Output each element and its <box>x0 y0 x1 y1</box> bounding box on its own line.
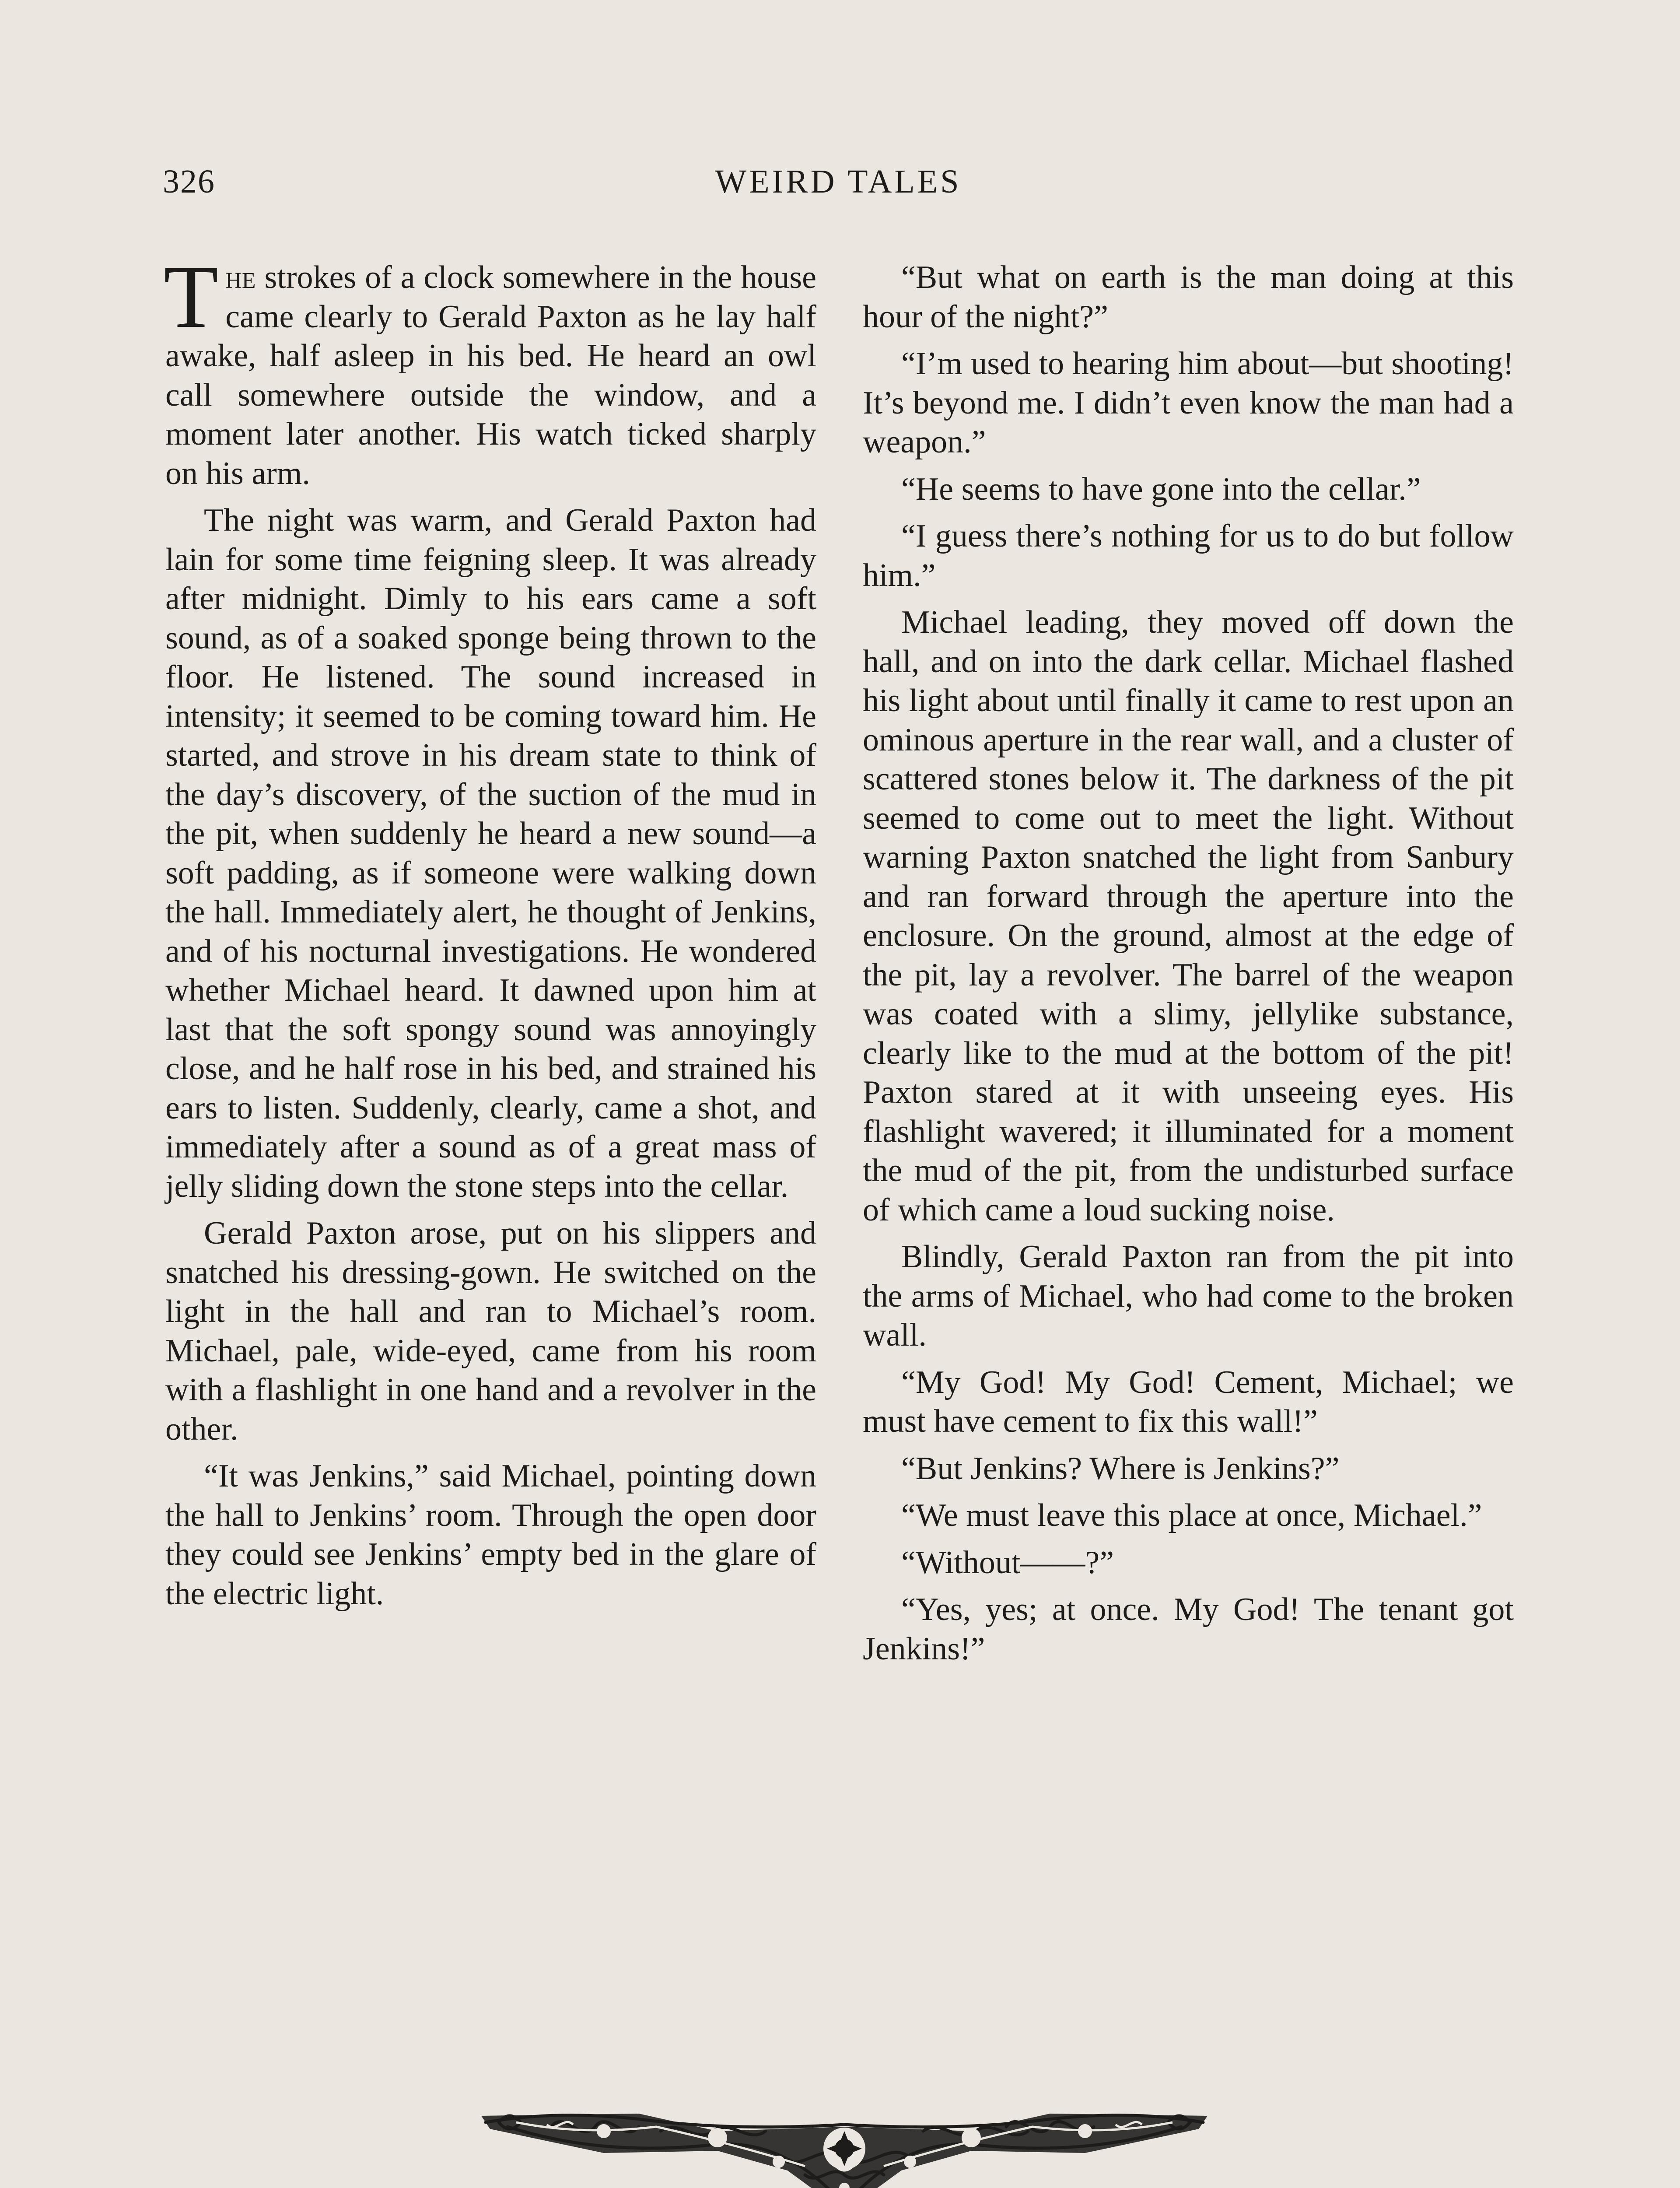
paragraph: “Without——?” <box>901 1544 1114 1581</box>
paragraph: “I guess there’s nothing for us to do but follow him.” <box>863 518 1514 593</box>
paragraph: Michael leading, they moved off down the hall, and on into the dark cellar. Michael flashed his light about until finally it came to rest upon an ominous aperture in the rear wall, and a cluster of scattered stones below it. The darkness of the pit seemed to come out to meet the light. Without warning Paxton snatched the light from Sanbury and ran forward through the aperture into the enclosure. On the ground, almost at the edge of the pit, lay a revolver. The barrel of the weapon was coated with a slimy, jellylike substance, clearly like to the mud at the bottom of the pit! Paxton stared at it with unseeing eyes. His flashlight wavered; it illuminated for a moment the mud of the pit, from the undisturbed surface of which came a loud sucking noise. <box>863 604 1514 1228</box>
paragraph: “It was Jenkins,” said Michael, pointing down the hall to Jenkins’ room. Through the open door they could see Jenkins’ empty bed in the glare of the electric light. <box>165 1458 816 1612</box>
paragraph-text: strokes of a clock somewhere in the house came clearly to Gerald Paxton as he lay half awake, half asleep in his bed. He heard an owl call somewhere outside the window, and a moment later another. His watch ticked sharply on his arm. <box>165 259 816 491</box>
paragraph: “But Jenkins? Where is Jenkins?” <box>901 1450 1340 1487</box>
right-text-column <box>863 258 1514 1676</box>
paragraph: “But what on earth is the man doing at this hour of the night?” <box>863 259 1514 335</box>
running-title: WEIRD TALES <box>715 163 962 200</box>
floral-tailpiece-ornament <box>472 2100 1216 2188</box>
drop-cap: T <box>164 247 219 347</box>
opening-paragraph <box>164 247 816 493</box>
opening-smallcaps: he <box>225 259 256 295</box>
paragraph: “I’m used to hearing him about—but shooting! It’s beyond me. I didn’t even know the man had a weapon.” <box>863 346 1514 460</box>
page-header <box>163 163 1514 211</box>
paragraph: Gerald Paxton arose, put on his slippers and snatched his dressing-gown. He switched on the light in the hall and ran to Michael’s room. Michael, pale, wide-eyed, came from his room with a flashlight in one hand and a revolver in the other. <box>165 1215 816 1447</box>
left-text-column <box>164 247 816 1621</box>
paragraph: The night was warm, and Gerald Paxton had lain for some time feigning sleep. It was already after midnight. Dimly to his ears came a soft sound, as of a soaked sponge being thrown to the floor. He listened. The sound increased in intensity; it seemed to be coming toward him. He started, and strove in his dream state to think of the day’s discovery, of the suction of the mud in the pit, when suddenly he heard a new sound—a soft padding, as if someone were walking down the hall. Immediately alert, he thought of Jenkins, and of his nocturnal investigations. He wondered whether Michael heard. It dawned upon him at last that the soft spongy sound was annoyingly close, and he half rose in his bed, and strained his ears to listen. Suddenly, clearly, came a shot, and immediately after a sound as of a great mass of jelly sliding down the stone steps into the cellar. <box>165 502 816 1204</box>
paragraph: “Yes, yes; at once. My God! The tenant got Jenkins!” <box>863 1592 1514 1667</box>
page-number: 326 <box>163 163 215 200</box>
paragraph: “My God! My God! Cement, Michael; we must have cement to fix this wall!” <box>863 1364 1514 1439</box>
paragraph: “He seems to have gone into the cellar.” <box>901 471 1421 507</box>
paragraph: Blindly, Gerald Paxton ran from the pit into the arms of Michael, who had come to the broken wall. <box>863 1239 1514 1353</box>
paragraph: “We must leave this place at once, Michael.” <box>901 1497 1482 1533</box>
